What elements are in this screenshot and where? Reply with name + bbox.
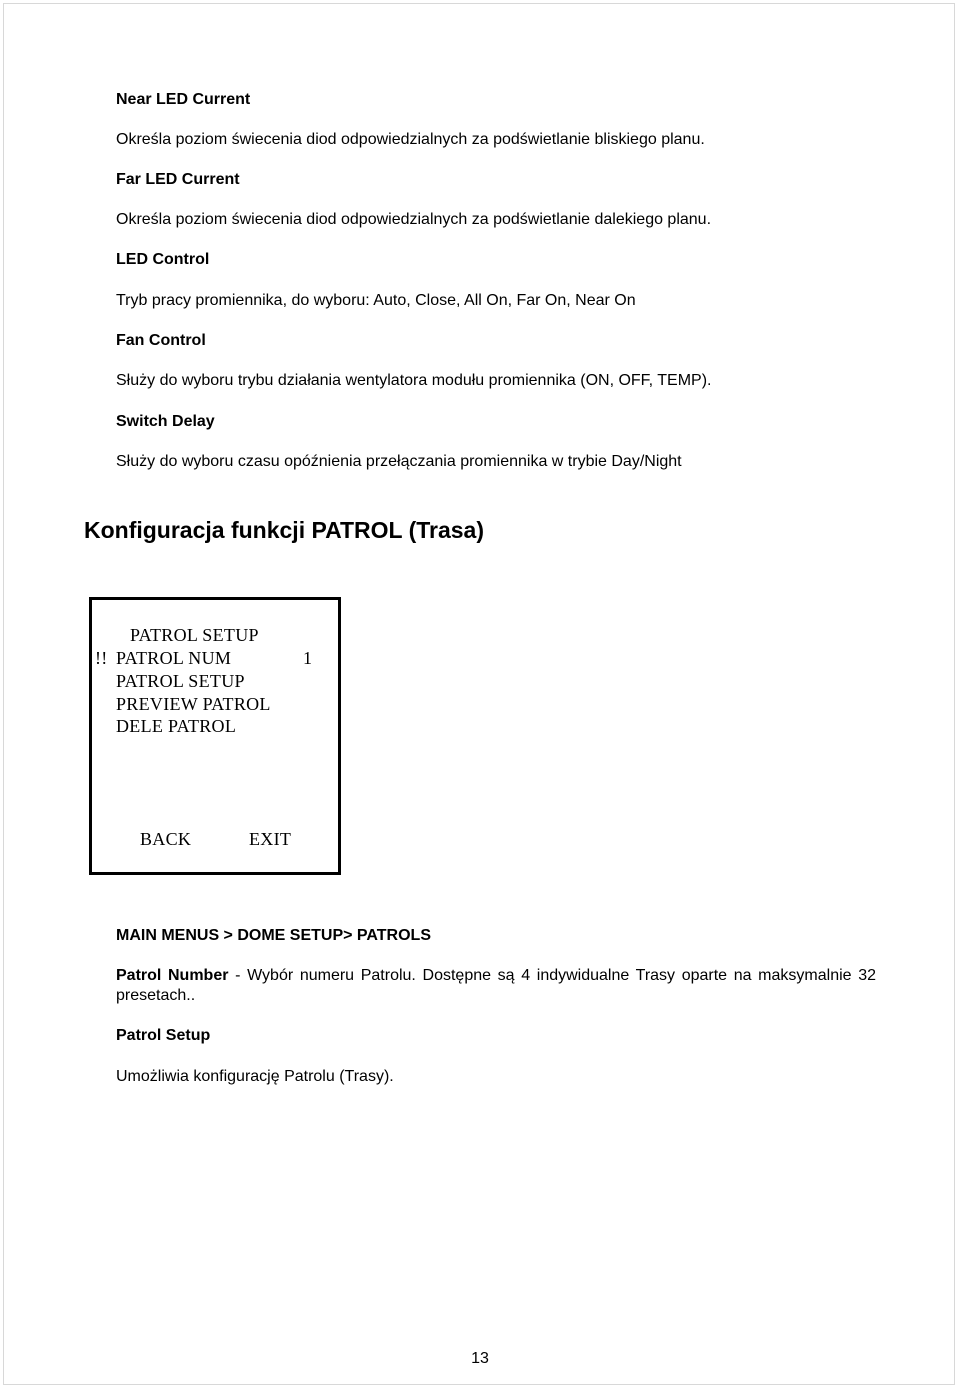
patrol-number-term: Patrol Number [116,967,229,984]
item-title-far-led-current: Far LED Current [116,171,240,188]
item-desc-fan-control: Służy do wyboru trybu działania wentylatora modułu promiennika (ON, OFF, TEMP). [116,372,712,389]
osd-cursor: !! [95,648,108,668]
osd-menu-dele-patrol[interactable]: DELE PATROL [116,716,237,736]
osd-exit-button[interactable]: EXIT [249,829,292,849]
item-desc-near-led-current: Określa poziom świecenia diod odpowiedzialnych za podświetlanie bliskiego planu. [116,131,705,148]
osd-menu-preview-patrol[interactable]: PREVIEW PATROL [116,694,271,714]
patrol-setup-desc: Umożliwia konfigurację Patrolu (Trasy). [116,1068,394,1085]
page-number: 13 [471,1350,489,1367]
osd-patrol-num-value: 1 [303,648,313,668]
patrol-number-text: - Wybór numeru Patrolu. Dostępne są 4 indywidualne Trasy oparte na maksymalnie 32 presetach.. [116,967,876,1004]
patrol-number-paragraph [116,966,876,1006]
item-desc-far-led-current: Określa poziom świecenia diod odpowiedzialnych za podświetlanie dalekiego planu. [116,211,712,228]
item-desc-switch-delay: Służy do wyboru czasu opóźnienia przełączania promiennika w trybie Day/Night [116,453,682,470]
item-desc-led-control: Tryb pracy promiennika, do wyboru: Auto, Close, All On, Far On, Near On [116,292,636,309]
item-title-fan-control: Fan Control [116,332,206,349]
item-title-near-led-current: Near LED Current [116,91,251,108]
osd-patrol-num-label[interactable]: PATROL NUM [116,648,232,668]
menu-path: MAIN MENUS > DOME SETUP> PATROLS [116,927,431,944]
osd-title: PATROL SETUP [130,625,259,645]
osd-back-button[interactable]: BACK [140,829,192,849]
patrol-setup-title: Patrol Setup [116,1027,211,1044]
item-title-switch-delay: Switch Delay [116,413,215,430]
osd-menu-screen [89,597,341,875]
osd-menu-patrol-setup[interactable]: PATROL SETUP [116,671,245,691]
section-heading: Konfiguracja funkcji PATROL (Trasa) [84,517,485,543]
item-title-led-control: LED Control [116,251,210,268]
